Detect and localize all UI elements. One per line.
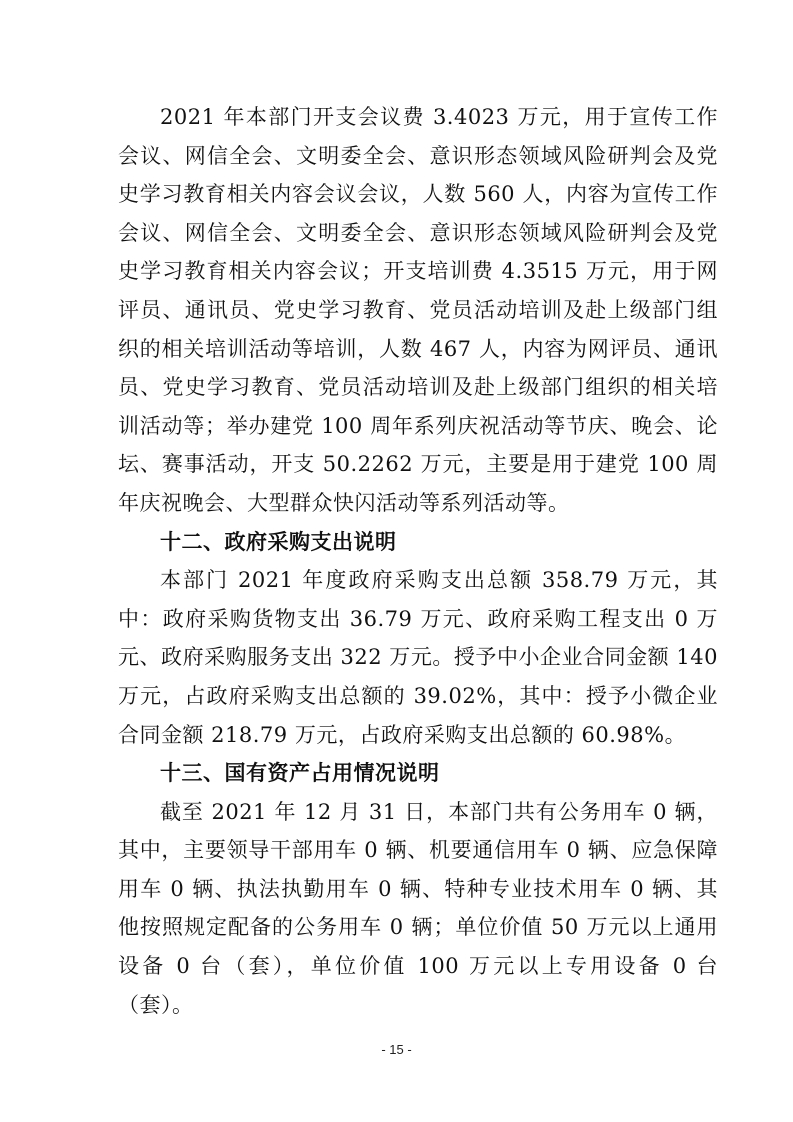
page-number: - 15 - — [381, 1042, 412, 1057]
document-body — [118, 98, 718, 1024]
paragraph-government-procurement: 本部门 2021 年度政府采购支出总额 358.79 万元，其中：政府采购货物支出 36.79 万元、政府采购工程支出 0 万元、政府采购服务支出 322 万元。授予中小企业合同金额 140 万元，占政府采购支出总额的 39.02%，其中：授予小微企业合同金额 218.79 万元，占政府采购支出总额的 60.98%。 — [118, 568, 718, 747]
paragraph-conference-training-expenses: 2021 年本部门开支会议费 3.4023 万元，用于宣传工作会议、网信全会、文明委全会、意识形态领域风险研判会及党史学习教育相关内容会议会议，人数 560 人，内容为宣传工作会议、网信全会、文明委全会、意识形态领域风险研判会及党史学习教育相关内容会议；开支培训费 4.3515 万元，用于网评员、通讯员、党史学习教育、党员活动培训及赴上级部门组织的相关培训活动等培训，人数 467 人，内容为网评员、通讯员、党史学习教育、党员活动培训及赴上级部门组织的相关培训活动等；举办建党 100 周年系列庆祝活动等节庆、晚会、论坛、赛事活动，开支 50.2262 万元，主要是用于建党 100 周年庆祝晚会、大型群众快闪活动等系列活动等。 — [118, 105, 718, 515]
section-heading-state-assets: 十三、国有资产占用情况说明 — [160, 760, 440, 786]
paragraph-state-assets: 截至 2021 年 12 月 31 日，本部门共有公务用车 0 辆，其中，主要领导干部用车 0 辆、机要通信用车 0 辆、应急保障用车 0 辆、执法执勤用车 0 辆、特种专业技术用车 0 辆、其他按照规定配备的公务用车 0 辆；单位价值 50 万元以上通用设备 0 台（套），单位价值 100 万元以上专用设备 0 台（套）。 — [118, 799, 718, 1017]
section-heading-government-procurement: 十二、政府采购支出说明 — [160, 528, 397, 554]
